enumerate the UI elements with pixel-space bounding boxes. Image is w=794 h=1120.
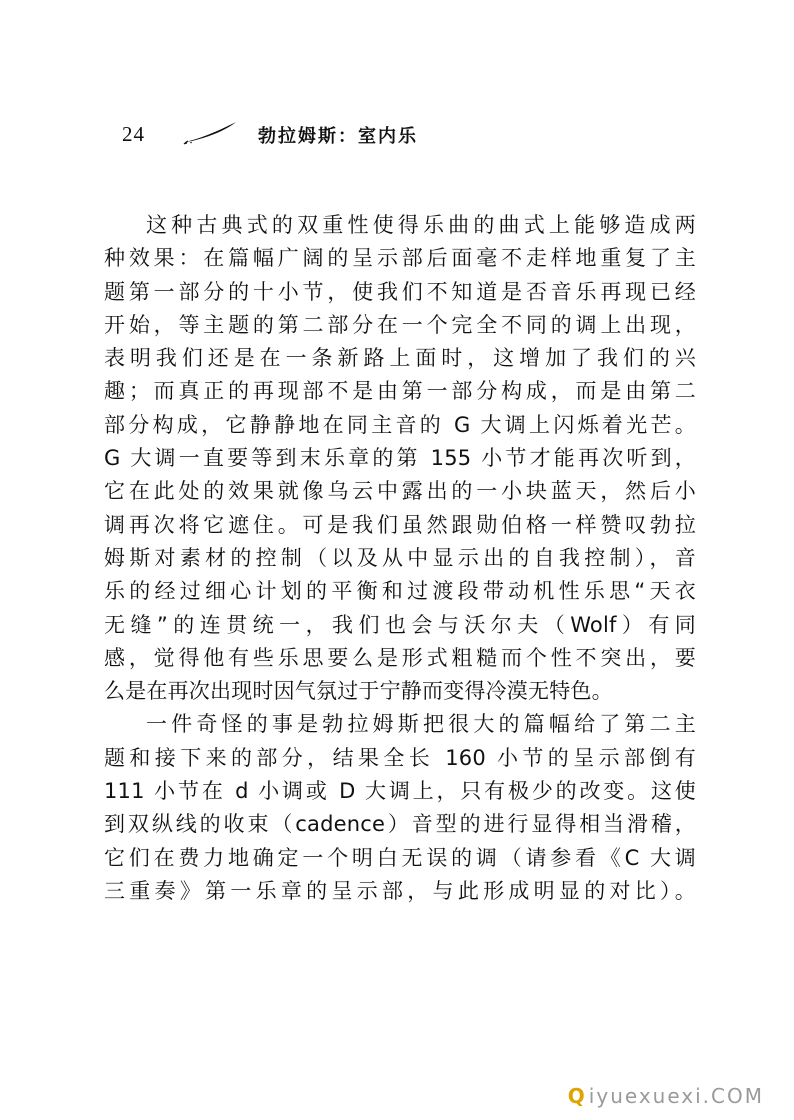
text-line: 乐的经过细心计划的平衡和过渡段带动机性乐思“天衣	[104, 579, 696, 604]
text-line: 么是在再次出现时因气氛过于宁静而变得冷漠无特色。	[104, 679, 613, 704]
text-line: 它们在费力地确定一个明白无误的调（请参看《C 大调	[104, 845, 696, 870]
body-text	[104, 209, 696, 908]
text-line: 这种古典式的双重性使得乐曲的曲式上能够造成两	[146, 213, 696, 237]
text-line: 到双纵线的收束（cadence）音型的进行显得相当滑稽，	[104, 812, 696, 837]
text-line: 表明我们还是在一条新路上面时，这增加了我们的兴	[104, 346, 696, 371]
text-line: 感，觉得他有些乐思要么是形式粗糙而个性不突出，要	[104, 645, 696, 670]
text-line: 调再次将它遮住。可是我们虽然跟勋伯格一样赞叹勃拉	[104, 512, 696, 537]
feather-quill-icon	[182, 120, 238, 146]
text-line: 题和接下来的部分，结果全长 160 小节的呈示部倒有	[104, 745, 696, 770]
text-line: 部分构成，它静静地在同主音的 G 大调上闪烁着光芒。	[104, 412, 696, 437]
site-watermark	[568, 1084, 764, 1108]
text-line: 111 小节在 d 小调或 D 大调上，只有极少的改变。这使	[104, 779, 696, 804]
page-header	[122, 120, 482, 154]
text-line: 趣；而真正的再现部不是由第一部分构成，而是由第二	[104, 379, 696, 404]
text-line: 种效果：在篇幅广阔的呈示部后面毫不走样地重复了主	[104, 246, 696, 271]
text-line: 一件奇怪的事是勃拉姆斯把很大的篇幅给了第二主	[146, 712, 696, 737]
running-title: 勃拉姆斯：室内乐	[258, 126, 418, 147]
text-line: 无缝”的连贯统一，我们也会与沃尔夫（Wolf）有同	[104, 612, 696, 637]
watermark-text: iyuexuexi.COM	[588, 1084, 764, 1108]
page-number: 24	[122, 122, 145, 146]
text-line: 三重奏》第一乐章的呈示部，与此形成明显的对比）。	[104, 878, 696, 903]
text-line: 开始，等主题的第二部分在一个完全不同的调上出现，	[104, 312, 696, 337]
paragraph-2	[104, 708, 696, 908]
watermark-q-letter: Q	[567, 1084, 587, 1108]
text-line: G 大调一直要等到末乐章的第 155 小节才能再次听到，	[104, 446, 696, 471]
text-line: 它在此处的效果就像乌云中露出的一小块蓝天，然后小	[104, 479, 696, 504]
paragraph-1	[104, 209, 696, 708]
text-line: 题第一部分的十小节，使我们不知道是否音乐再现已经	[104, 279, 696, 304]
text-line: 姆斯对素材的控制（以及从中显示出的自我控制），音	[104, 545, 696, 570]
